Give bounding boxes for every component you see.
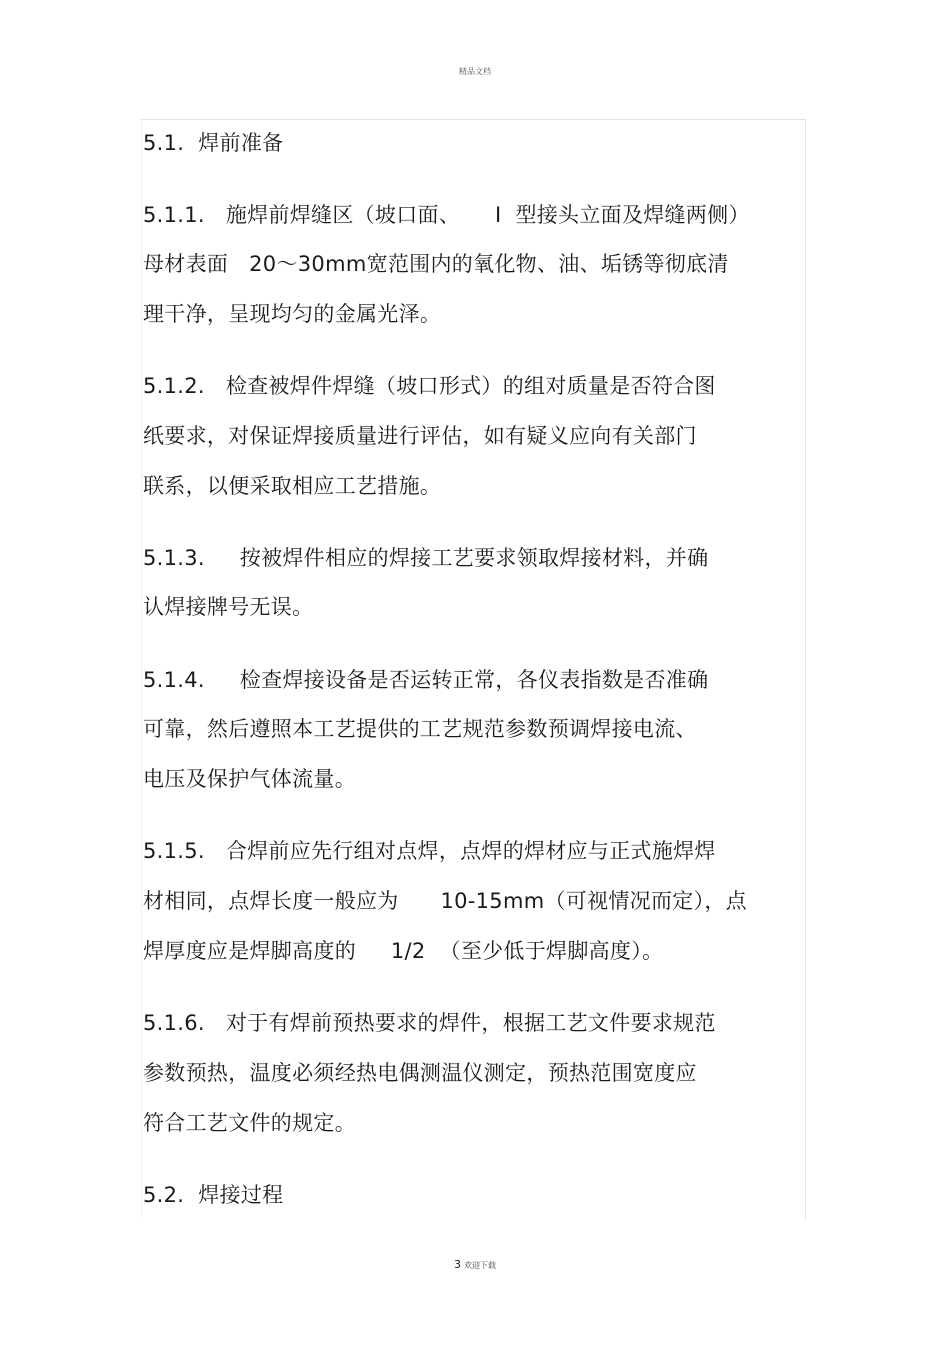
footer-note: 欢迎下载 xyxy=(464,1261,496,1270)
paragraph-line: 电压及保护气体流量。 xyxy=(143,767,356,791)
header-note: 精品文档 xyxy=(459,67,491,76)
paragraph-line: 参数预热，温度必须经热电偶测温仪测定，预热范围宽度应 xyxy=(143,1061,697,1085)
paragraph-line: 母材表面 20～30mm宽范围内的氧化物、油、垢锈等彻底清 xyxy=(143,252,729,276)
paragraph-line: 符合工艺文件的规定。 xyxy=(143,1111,356,1135)
paragraph-line: 5.1.4. 检查焊接设备是否运转正常，各仪表指数是否准确 xyxy=(143,668,709,692)
paragraph-line: 5.1.2. 检查被焊件焊缝（坡口形式）的组对质量是否符合图 xyxy=(143,374,716,398)
page-number: 3 xyxy=(454,1258,461,1271)
paragraph-line: 理干净，呈现均匀的金属光泽。 xyxy=(143,302,442,326)
paragraph-line: 5.1.3. 按被焊件相应的焊接工艺要求领取焊接材料，并确 xyxy=(143,546,709,570)
paragraph-line: 5.1.6. 对于有焊前预热要求的焊件，根据工艺文件要求规范 xyxy=(143,1011,716,1035)
paragraph-line: 材相同，点焊长度一般应为 10-15mm（可视情况而定），点 xyxy=(143,889,747,913)
paragraph-line: 联系，以便采取相应工艺措施。 xyxy=(143,474,442,498)
paragraph-line: 可靠，然后遵照本工艺提供的工艺规范参数预调焊接电流、 xyxy=(143,717,697,741)
paragraph-line: 5.1.5. 合焊前应先行组对点焊，点焊的焊材应与正式施焊焊 xyxy=(143,839,716,863)
paragraph-line: 5.1.1. 施焊前焊缝区（坡口面、 I 型接头立面及焊缝两侧） xyxy=(143,203,750,227)
paragraph-line: 认焊接牌号无误。 xyxy=(143,595,314,619)
paragraph-line: 焊厚度应是焊脚高度的 1/2 （至少低于焊脚高度）。 xyxy=(143,939,664,963)
paragraph-line: 纸要求，对保证焊接质量进行评估，如有疑义应向有关部门 xyxy=(143,424,697,448)
section-heading: 5.2. 焊接过程 xyxy=(143,1183,284,1207)
section-heading: 5.1. 焊前准备 xyxy=(143,131,284,155)
page-footer xyxy=(0,1258,950,1271)
